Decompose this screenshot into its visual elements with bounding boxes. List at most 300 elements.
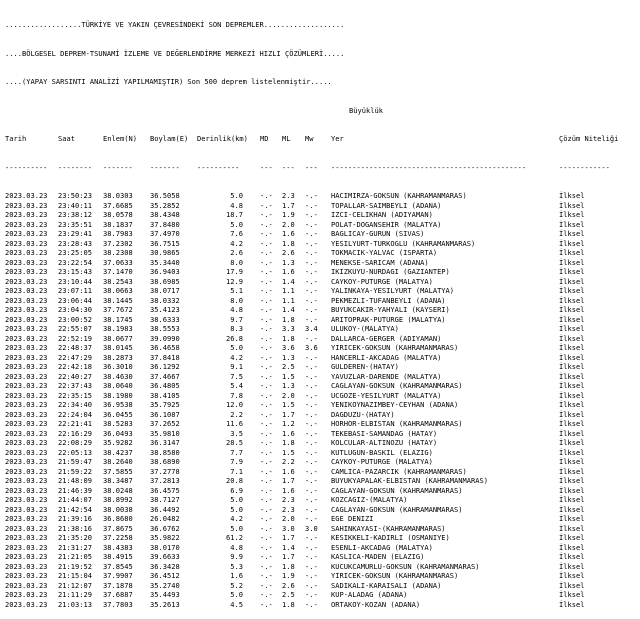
table-row <box>5 562 619 572</box>
cell-date: 2023.03.23 <box>5 371 48 381</box>
cell-depth: 18.7 <box>226 210 243 219</box>
cell-location: ORTAKOY-KOZAN (ADANA) <box>331 599 421 609</box>
cell-mw: -.- <box>305 314 318 324</box>
cell-location: KUTLUGUN-BASKIL (ELAZIG) <box>331 447 433 457</box>
cell-location: BUYUKYAPALAK-ELBISTAN (KAHRAMANMARAS) <box>331 476 488 485</box>
cell-depth: 4.2 <box>230 352 243 362</box>
cell-location: CAGLAYAN-GOKSUN (KAHRAMANMARAS) <box>331 485 463 495</box>
table-row <box>5 543 619 553</box>
cell-depth: 8.0 <box>230 295 243 305</box>
cell-time: 21:48:09 <box>58 476 92 485</box>
cell-md: -.- <box>260 229 273 238</box>
cell-date: 2023.03.23 <box>5 333 48 343</box>
cell-solution: İlksel <box>559 419 585 428</box>
cell-location: CAMLICA-PAZARCIK (KAHRAMANMARAS) <box>331 466 467 476</box>
cell-md: -.- <box>260 447 273 457</box>
cell-ml: 1.7 <box>282 533 295 542</box>
cell-time: 23:22:54 <box>58 257 92 267</box>
cell-date: 2023.03.23 <box>5 552 48 561</box>
cell-ml: 1.6 <box>282 229 295 238</box>
cell-lon: 38.6890 <box>150 457 180 466</box>
cell-md: -.- <box>260 305 273 314</box>
cell-location: MENEKSE-SARICAM (ADANA) <box>331 257 429 267</box>
cell-mw: -.- <box>305 552 318 561</box>
sep-location: ---------------------------------------------- <box>331 162 527 172</box>
cell-solution: İlksel <box>559 476 585 485</box>
cell-lon: 36.4512 <box>150 571 180 580</box>
cell-depth: 4.2 <box>230 238 243 248</box>
cell-date: 2023.03.23 <box>5 362 48 371</box>
table-row <box>5 448 619 458</box>
cell-mw: -.- <box>305 191 318 200</box>
cell-depth: 5.0 <box>230 590 243 599</box>
table-row <box>5 495 619 505</box>
cell-depth: 28.5 <box>226 438 243 447</box>
cell-lat: 37.9907 <box>103 571 133 580</box>
cell-location: CAYKOY-PUTURGE (MALATYA) <box>331 457 433 466</box>
cell-depth: 26.8 <box>226 333 243 343</box>
cell-ml: 1.1 <box>282 295 295 305</box>
col-time: Saat <box>58 134 75 143</box>
cell-lon: 35.3440 <box>150 257 180 267</box>
cell-time: 21:21:05 <box>58 552 92 561</box>
cell-lat: 37.2302 <box>103 238 133 248</box>
cell-location: UCGOZE-YESILYURT (MALATYA) <box>331 390 442 400</box>
cell-md: -.- <box>260 343 273 352</box>
cell-date: 2023.03.23 <box>5 438 48 447</box>
cell-lat: 38.0303 <box>103 191 133 200</box>
cell-lon: 37.4970 <box>150 229 180 238</box>
cell-solution: İlksel <box>559 371 585 381</box>
cell-location: IZCI-CELIKHAN (ADIYAMAN) <box>331 210 433 219</box>
cell-ml: 1.7 <box>282 552 295 561</box>
cell-mw: -.- <box>305 409 318 419</box>
cell-time: 23:06:44 <box>58 295 92 305</box>
cell-md: -.- <box>260 210 273 219</box>
cell-solution: İlksel <box>559 542 585 552</box>
cell-lon: 38.8580 <box>150 447 180 457</box>
cell-lat: 37.6685 <box>103 200 133 210</box>
cell-time: 22:40:27 <box>58 371 92 381</box>
cell-location: CAYKOY-PUTURGE (MALATYA) <box>331 276 433 286</box>
cell-solution: İlksel <box>559 248 585 257</box>
cell-md: -.- <box>260 276 273 286</box>
cell-lat: 37.8675 <box>103 523 133 533</box>
cell-ml: 2.3 <box>282 191 295 200</box>
cell-mw: -.- <box>305 419 318 428</box>
cell-ml: 1.4 <box>282 305 295 314</box>
cell-md: -.- <box>260 314 273 324</box>
cell-md: -.- <box>260 599 273 609</box>
cell-date: 2023.03.23 <box>5 276 48 286</box>
cell-date: 2023.03.23 <box>5 533 48 542</box>
cell-lat: 37.1470 <box>103 267 133 276</box>
cell-depth: 9.1 <box>230 362 243 371</box>
cell-location: GULDEREN-(HATAY) <box>331 362 399 371</box>
cell-solution: İlksel <box>559 286 585 295</box>
table-row <box>5 381 619 391</box>
cell-lon: 39.6633 <box>150 552 180 561</box>
cell-time: 22:16:29 <box>58 428 92 438</box>
cell-location: BAGLICAY-GURUN (SIVAS) <box>331 229 425 238</box>
cell-time: 22:21:41 <box>58 419 92 428</box>
table-row <box>5 410 619 420</box>
cell-ml: 1.7 <box>282 200 295 210</box>
cell-ml: 1.2 <box>282 419 295 428</box>
cell-time: 21:11:29 <box>58 590 92 599</box>
cell-md: -.- <box>260 514 273 523</box>
cell-md: -.- <box>260 533 273 542</box>
cell-lat: 37.2258 <box>103 533 133 542</box>
cell-lon: 36.1292 <box>150 362 180 371</box>
cell-depth: 5.0 <box>230 504 243 514</box>
cell-depth: 1.6 <box>230 571 243 580</box>
cell-lat: 38.0248 <box>103 485 133 495</box>
cell-lon: 36.4805 <box>150 381 180 390</box>
cell-lat: 38.4237 <box>103 447 133 457</box>
cell-ml: 2.0 <box>282 514 295 523</box>
cell-time: 22:08:29 <box>58 438 92 447</box>
sep-md: --- <box>260 162 273 172</box>
cell-lat: 36.8680 <box>103 514 133 523</box>
cell-date: 2023.03.23 <box>5 599 48 609</box>
cell-ml: 1.4 <box>282 276 295 286</box>
cell-solution: İlksel <box>559 210 585 219</box>
cell-lat: 38.2543 <box>103 276 133 286</box>
cell-time: 22:42:18 <box>58 362 92 371</box>
cell-mw: -.- <box>305 504 318 514</box>
cell-location: TOKMACIK-YALVAC (ISPARTA) <box>331 248 438 257</box>
cell-lon: 37.2813 <box>150 476 180 485</box>
cell-lon: 26.0482 <box>150 514 180 523</box>
cell-solution: İlksel <box>559 343 585 352</box>
cell-lon: 38.0332 <box>150 295 180 305</box>
col-date: Tarih <box>5 134 27 143</box>
cell-time: 23:50:23 <box>58 191 92 200</box>
table-row <box>5 210 619 220</box>
table-row <box>5 505 619 515</box>
cell-md: -.- <box>260 333 273 343</box>
cell-mw: -.- <box>305 476 318 485</box>
sep-mw: --- <box>305 162 318 172</box>
cell-time: 23:28:43 <box>58 238 92 248</box>
cell-solution: İlksel <box>559 514 585 523</box>
table-row <box>5 581 619 591</box>
table-row <box>5 457 619 467</box>
cell-location: ARITOPRAK-PUTURGE (MALATYA) <box>331 314 446 324</box>
header-line-3: ....(YAPAY SARSINTI ANALİZİ YAPILMAMIŞTIR) Son 500 deprem listelenmiştir..... <box>5 77 332 86</box>
cell-lat: 38.0640 <box>103 381 133 390</box>
cell-solution: İlksel <box>559 390 585 400</box>
cell-lat: 38.2640 <box>103 457 133 466</box>
cell-mw: -.- <box>305 400 318 409</box>
cell-mw: -.- <box>305 485 318 495</box>
cell-location: TEKEBASI-SAMANDAG (HATAY) <box>331 428 438 438</box>
cell-lon: 36.7515 <box>150 238 180 248</box>
cell-solution: İlksel <box>559 314 585 324</box>
cell-md: -.- <box>260 542 273 552</box>
cell-md: -.- <box>260 438 273 447</box>
cell-location: YIRICEK-GOKSUN (KAHRAMANMARAS) <box>331 343 459 352</box>
cell-lat: 38.1980 <box>103 390 133 400</box>
table-row <box>5 229 619 239</box>
cell-date: 2023.03.23 <box>5 352 48 362</box>
cell-depth: 12.9 <box>226 276 243 286</box>
cell-mw: -.- <box>305 333 318 343</box>
cell-mw: -.- <box>305 200 318 210</box>
cell-depth: 7.7 <box>230 447 243 457</box>
table-row <box>5 248 619 258</box>
cell-md: -.- <box>260 457 273 466</box>
cell-mw: -.- <box>305 276 318 286</box>
cell-lat: 38.3487 <box>103 476 133 485</box>
sep-date: ---------- <box>5 162 48 172</box>
cell-solution: İlksel <box>559 352 585 362</box>
cell-location: CAGLAYAN-GOKSUN (KAHRAMANMARAS) <box>331 504 463 514</box>
cell-depth: 2.2 <box>230 409 243 419</box>
cell-mw: -.- <box>305 219 318 229</box>
cell-date: 2023.03.23 <box>5 390 48 400</box>
header-line-2: ....BÖLGESEL DEPREM-TSUNAMİ İZLEME VE DEĞERLENDİRME MERKEZİ HIZLI ÇÖZÜMLERİ..... <box>5 48 345 58</box>
col-location: Yer <box>331 134 344 143</box>
cell-solution: İlksel <box>559 219 585 229</box>
cell-lon: 35.2613 <box>150 599 180 609</box>
cell-solution: İlksel <box>559 362 585 371</box>
cell-time: 22:34:40 <box>58 400 92 409</box>
cell-date: 2023.03.23 <box>5 314 48 324</box>
cell-lat: 38.0038 <box>103 504 133 514</box>
column-header-row <box>5 134 619 144</box>
sep-depth: ---------- <box>197 162 240 172</box>
table-row <box>5 286 619 296</box>
cell-location: EGE DENIZI <box>331 514 374 523</box>
cell-solution: İlksel <box>559 191 585 200</box>
cell-md: -.- <box>260 504 273 514</box>
cell-time: 23:15:43 <box>58 267 92 276</box>
table-row <box>5 296 619 306</box>
cell-date: 2023.03.23 <box>5 580 48 590</box>
col-ml: ML <box>282 134 291 143</box>
cell-date: 2023.03.23 <box>5 457 48 466</box>
cell-date: 2023.03.23 <box>5 343 48 352</box>
cell-lon: 35.9822 <box>150 533 180 542</box>
cell-lat: 38.5283 <box>103 419 133 428</box>
cell-ml: 1.8 <box>282 599 295 609</box>
cell-md: -.- <box>260 476 273 485</box>
cell-lat: 38.0677 <box>103 333 133 343</box>
cell-depth: 8.3 <box>230 324 243 333</box>
cell-date: 2023.03.23 <box>5 409 48 419</box>
cell-mw: -.- <box>305 305 318 314</box>
cell-ml: 1.8 <box>282 438 295 447</box>
cell-depth: 61.2 <box>226 533 243 542</box>
cell-time: 23:29:41 <box>58 229 92 238</box>
cell-md: -.- <box>260 362 273 371</box>
cell-lat: 38.1745 <box>103 314 133 324</box>
cell-mw: -.- <box>305 533 318 542</box>
cell-mw: -.- <box>305 362 318 371</box>
cell-lat: 38.8992 <box>103 495 133 504</box>
table-row <box>5 277 619 287</box>
table-row <box>5 343 619 353</box>
cell-solution: İlksel <box>559 523 585 533</box>
table-row <box>5 362 619 372</box>
cell-depth: 5.0 <box>230 495 243 504</box>
cell-time: 21:42:54 <box>58 504 92 514</box>
cell-time: 22:47:29 <box>58 352 92 362</box>
cell-depth: 5.1 <box>230 286 243 295</box>
cell-ml: 1.6 <box>282 466 295 476</box>
cell-solution: İlksel <box>559 276 585 286</box>
cell-lat: 38.0663 <box>103 286 133 295</box>
cell-solution: İlksel <box>559 590 585 599</box>
cell-mw: -.- <box>305 571 318 580</box>
cell-depth: 4.8 <box>230 305 243 314</box>
cell-solution: İlksel <box>559 571 585 580</box>
cell-depth: 8.0 <box>230 257 243 267</box>
cell-location: KUCUKCAMURLU-GOKSUN (KAHRAMANMARAS) <box>331 561 480 571</box>
cell-mw: -.- <box>305 438 318 447</box>
cell-lat: 38.1837 <box>103 219 133 229</box>
sep-time: -------- <box>58 162 92 172</box>
table-row <box>5 533 619 543</box>
table-row <box>5 305 619 315</box>
cell-solution: İlksel <box>559 466 585 476</box>
cell-depth: 20.8 <box>226 476 243 485</box>
cell-solution: İlksel <box>559 504 585 514</box>
cell-md: -.- <box>260 390 273 400</box>
cell-location: HORHOR-ELBISTAN (KAHRAMANMARAS) <box>331 419 463 428</box>
cell-mw: 3.6 <box>305 343 318 352</box>
cell-lat: 38.0145 <box>103 343 133 352</box>
cell-time: 21:39:16 <box>58 514 92 523</box>
cell-time: 23:40:11 <box>58 200 92 210</box>
cell-ml: 2.3 <box>282 495 295 504</box>
cell-ml: 1.3 <box>282 352 295 362</box>
cell-lon: 35.2852 <box>150 200 180 210</box>
cell-lon: 39.0990 <box>150 333 180 343</box>
cell-ml: 2.2 <box>282 457 295 466</box>
cell-solution: İlksel <box>559 533 585 542</box>
cell-lat: 36.9538 <box>103 400 133 409</box>
cell-time: 22:24:04 <box>58 409 92 419</box>
cell-ml: 1.8 <box>282 333 295 343</box>
cell-md: -.- <box>260 523 273 533</box>
cell-mw: -.- <box>305 286 318 295</box>
cell-ml: 1.7 <box>282 409 295 419</box>
cell-md: -.- <box>260 200 273 210</box>
cell-mw: -.- <box>305 267 318 276</box>
cell-location: TOPALLAR-SAIMBEYLI (ADANA) <box>331 200 442 210</box>
cell-date: 2023.03.23 <box>5 495 48 504</box>
cell-md: -.- <box>260 495 273 504</box>
cell-ml: 1.5 <box>282 371 295 381</box>
cell-location: BUYUKCAKIR-YAHYALI (KAYSERI) <box>331 305 450 314</box>
cell-md: -.- <box>260 552 273 561</box>
cell-lon: 37.2652 <box>150 419 180 428</box>
cell-ml: 1.5 <box>282 447 295 457</box>
cell-mw: -.- <box>305 229 318 238</box>
cell-md: -.- <box>260 580 273 590</box>
col-lat: Enlem(N) <box>103 134 137 143</box>
cell-lat: 37.7803 <box>103 599 133 609</box>
cell-mw: -.- <box>305 590 318 599</box>
table-row <box>5 429 619 439</box>
cell-mw: 3.4 <box>305 324 318 333</box>
cell-solution: İlksel <box>559 200 585 210</box>
table-row <box>5 220 619 230</box>
cell-md: -.- <box>260 371 273 381</box>
cell-lon: 35.2740 <box>150 580 180 590</box>
table-row <box>5 524 619 534</box>
cell-time: 23:10:44 <box>58 276 92 286</box>
cell-location: KOZCAGIZ-(MALATYA) <box>331 495 408 504</box>
cell-lon: 38.5553 <box>150 324 180 333</box>
cell-location: YALINKAYA-YESILYURT (MALATYA) <box>331 286 455 295</box>
table-row <box>5 353 619 363</box>
cell-lon: 35.9810 <box>150 428 180 438</box>
cell-lon: 38.6985 <box>150 276 180 286</box>
cell-lon: 35.4123 <box>150 305 180 314</box>
cell-location: YESILYURT-TURKOGLU (KAHRAMANMARAS) <box>331 238 476 248</box>
cell-lon: 38.0717 <box>150 286 180 295</box>
cell-lon: 36.4492 <box>150 504 180 514</box>
cell-date: 2023.03.23 <box>5 200 48 210</box>
cell-depth: 7.5 <box>230 371 243 381</box>
cell-time: 22:52:19 <box>58 333 92 343</box>
cell-mw: -.- <box>305 257 318 267</box>
cell-depth: 11.6 <box>226 419 243 428</box>
table-row <box>5 239 619 249</box>
table-row <box>5 467 619 477</box>
cell-date: 2023.03.23 <box>5 219 48 229</box>
cell-time: 23:38:12 <box>58 210 92 219</box>
cell-lat: 37.5855 <box>103 466 133 476</box>
cell-solution: İlksel <box>559 438 585 447</box>
cell-date: 2023.03.23 <box>5 381 48 390</box>
cell-location: HANCERLI-AKCADAG (MALATYA) <box>331 352 442 362</box>
cell-ml: 1.3 <box>282 257 295 267</box>
cell-lat: 37.6887 <box>103 590 133 599</box>
sep-ml: --- <box>282 162 295 172</box>
cell-ml: 3.3 <box>282 324 295 333</box>
cell-ml: 2.6 <box>282 248 295 257</box>
cell-ml: 1.8 <box>282 561 295 571</box>
cell-depth: 4.8 <box>230 542 243 552</box>
cell-location: KUP-ALADAG (ADANA) <box>331 590 408 599</box>
cell-lat: 35.9282 <box>103 438 133 447</box>
cell-md: -.- <box>260 571 273 580</box>
cell-md: -.- <box>260 257 273 267</box>
cell-solution: İlksel <box>559 457 585 466</box>
cell-date: 2023.03.23 <box>5 419 48 428</box>
cell-time: 21:12:07 <box>58 580 92 590</box>
cell-location: SADIKALI-KARAISALI (ADANA) <box>331 580 442 590</box>
cell-depth: 5.3 <box>230 561 243 571</box>
col-mw: Mw <box>305 134 314 143</box>
cell-solution: İlksel <box>559 257 585 267</box>
cell-date: 2023.03.23 <box>5 267 48 276</box>
cell-md: -.- <box>260 352 273 362</box>
cell-lat: 38.1445 <box>103 295 133 305</box>
cell-location: SAHINKAYASI-(KAHRAMANMARAS) <box>331 523 446 533</box>
cell-time: 21:44:07 <box>58 495 92 504</box>
cell-time: 21:15:04 <box>58 571 92 580</box>
cell-lon: 38.0170 <box>150 542 180 552</box>
table-row <box>5 514 619 524</box>
header-line-1: ..................TÜRKİYE VE YAKIN ÇEVRESİNDEKİ SON DEPREMLER................... <box>5 20 345 29</box>
cell-mw: -.- <box>305 390 318 400</box>
